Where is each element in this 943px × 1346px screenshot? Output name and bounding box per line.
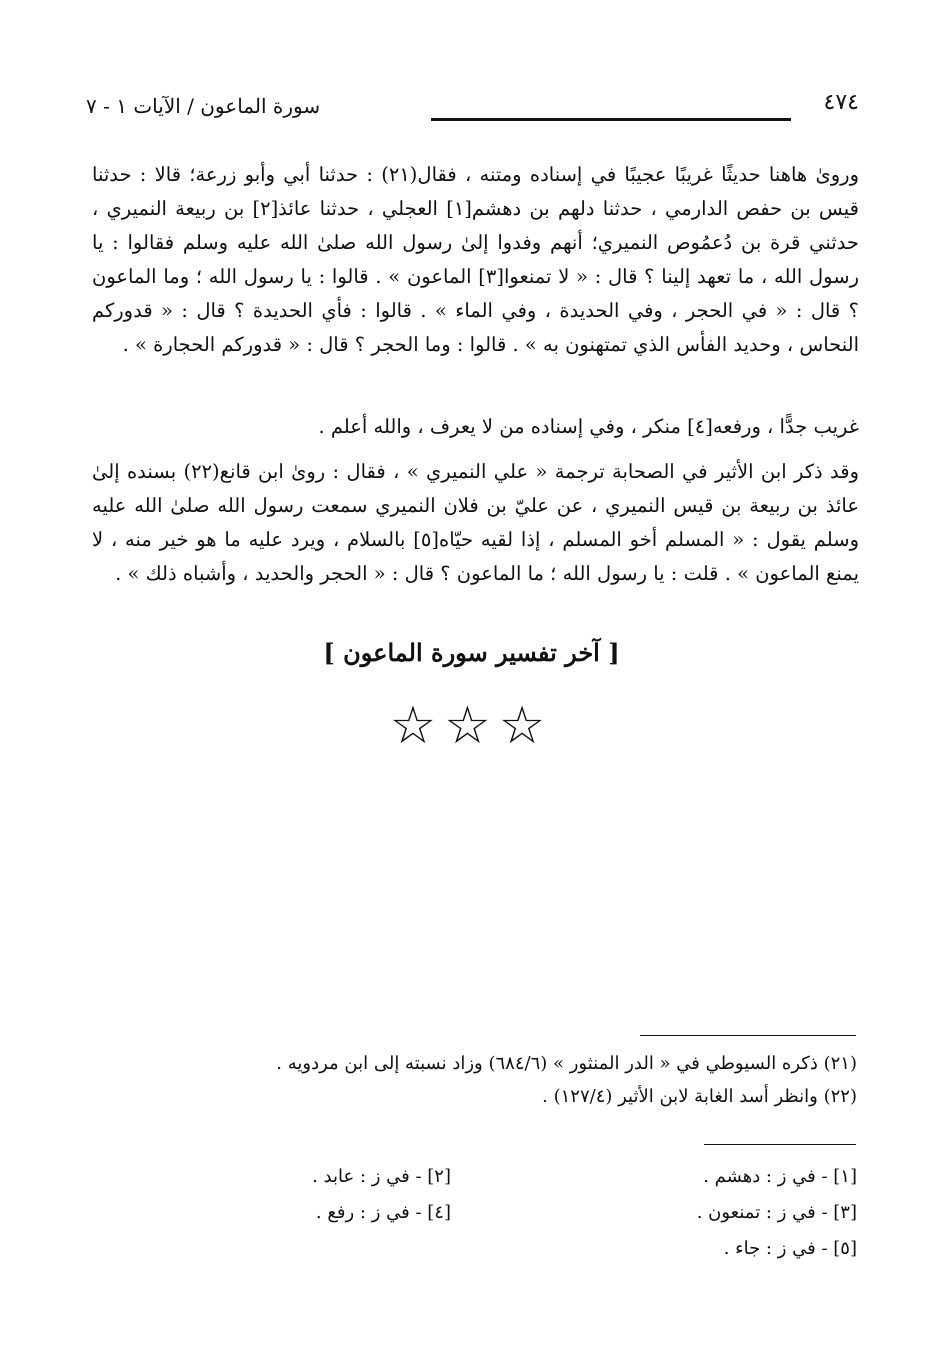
variant-note-5: [٥] - في ز : جاء . [723, 1238, 857, 1259]
page-number: ٤٧٤ [823, 90, 859, 115]
page-header [86, 88, 859, 128]
variant-note-3: [٣] - في ز : تمنعون . [696, 1202, 857, 1223]
variant-note-4: [٤] - في ز : رفع . [315, 1202, 451, 1223]
commentary-paragraph [92, 410, 859, 444]
header-rule [431, 118, 791, 121]
footnote-22: (٢٢) وانظر أسد الغابة لابن الأثير (١٢٧/٤) . [542, 1086, 857, 1107]
footnote-21: (٢١) ذكره السيوطي في « الدر المنثور » (٦٨٤/٦) وزاد نسبته إلى ابن مردويه . [276, 1053, 857, 1074]
variant-notes-divider [704, 1144, 856, 1145]
paragraph-text: وروىٰ هاهنا حديثًا غريبًا عجيبًا في إسناده ومتنه ، فقال(٢١) : حدثنا أبي وأبو زرعة؛ قالا : حدثنا قيس بن حفص الدارمي ، حدثنا دلهم بن دهشم[١] العجلي ، حدثنا عائذ[٢] بن ربيعة النميري ، حدثني قرة بن دُعمُوص النميري؛ أنهم وفدوا إلىٰ رسول الله صلىٰ الله عليه وسلم فقالوا : يا رسول الله ، ما تعهد إلينا ؟ قال : « لا تمنعوا[٣] الماعون » . قالوا : يا رسول الله ؛ وما الماعون ؟ قال : « في الحجر ، وفي الحديدة ، وفي الماء » . قالوا : فأي الحديدة ؟ قال : « قدوركم النحاس ، وحديد الفأس الذي تمتهنون به » . قالوا : وما الحجر ؟ قال : « قدوركم الحجارة » . [92, 163, 859, 356]
paragraph-text: وقد ذكر ابن الأثير في الصحابة ترجمة « علي النميري » ، فقال : روىٰ ابن قانع(٢٢) بسنده إلىٰ عائذ بن ربيعة بن قيس النميري ، عن عليّ بن فلان النميري سمعت رسول الله صلىٰ الله عليه وسلم يقول : « المسلم أخو المسلم ، إذا لقيه حيّاه[٥] بالسلام ، ويرد عليه ما هو خير منه ، لا يمنع الماعون » . قلت : يا رسول الله ؛ ما الماعون ؟ قال : « الحجر والحديد ، وأشباه ذلك » . [92, 460, 859, 585]
narration-paragraph [92, 455, 859, 591]
running-title: سورة الماعون / الآيات ١ - ٧ [86, 94, 321, 118]
footnotes [157, 1047, 857, 1113]
paragraph-text: غريب جدًّا ، ورفعه[٤] منكر ، وفي إسناده من لا يعرف ، والله أعلم . [318, 415, 859, 438]
variant-note-2: [٢] - في ز : عابد . [312, 1166, 451, 1187]
variant-note-1: [١] - في ز : دهشم . [703, 1166, 857, 1187]
footnote-divider [640, 1035, 856, 1036]
main-paragraph [92, 158, 859, 362]
section-closing-title: [ آخر تفسير سورة الماعون ] [323, 638, 620, 667]
star-ornament-icon: ☆☆☆ [389, 696, 554, 756]
